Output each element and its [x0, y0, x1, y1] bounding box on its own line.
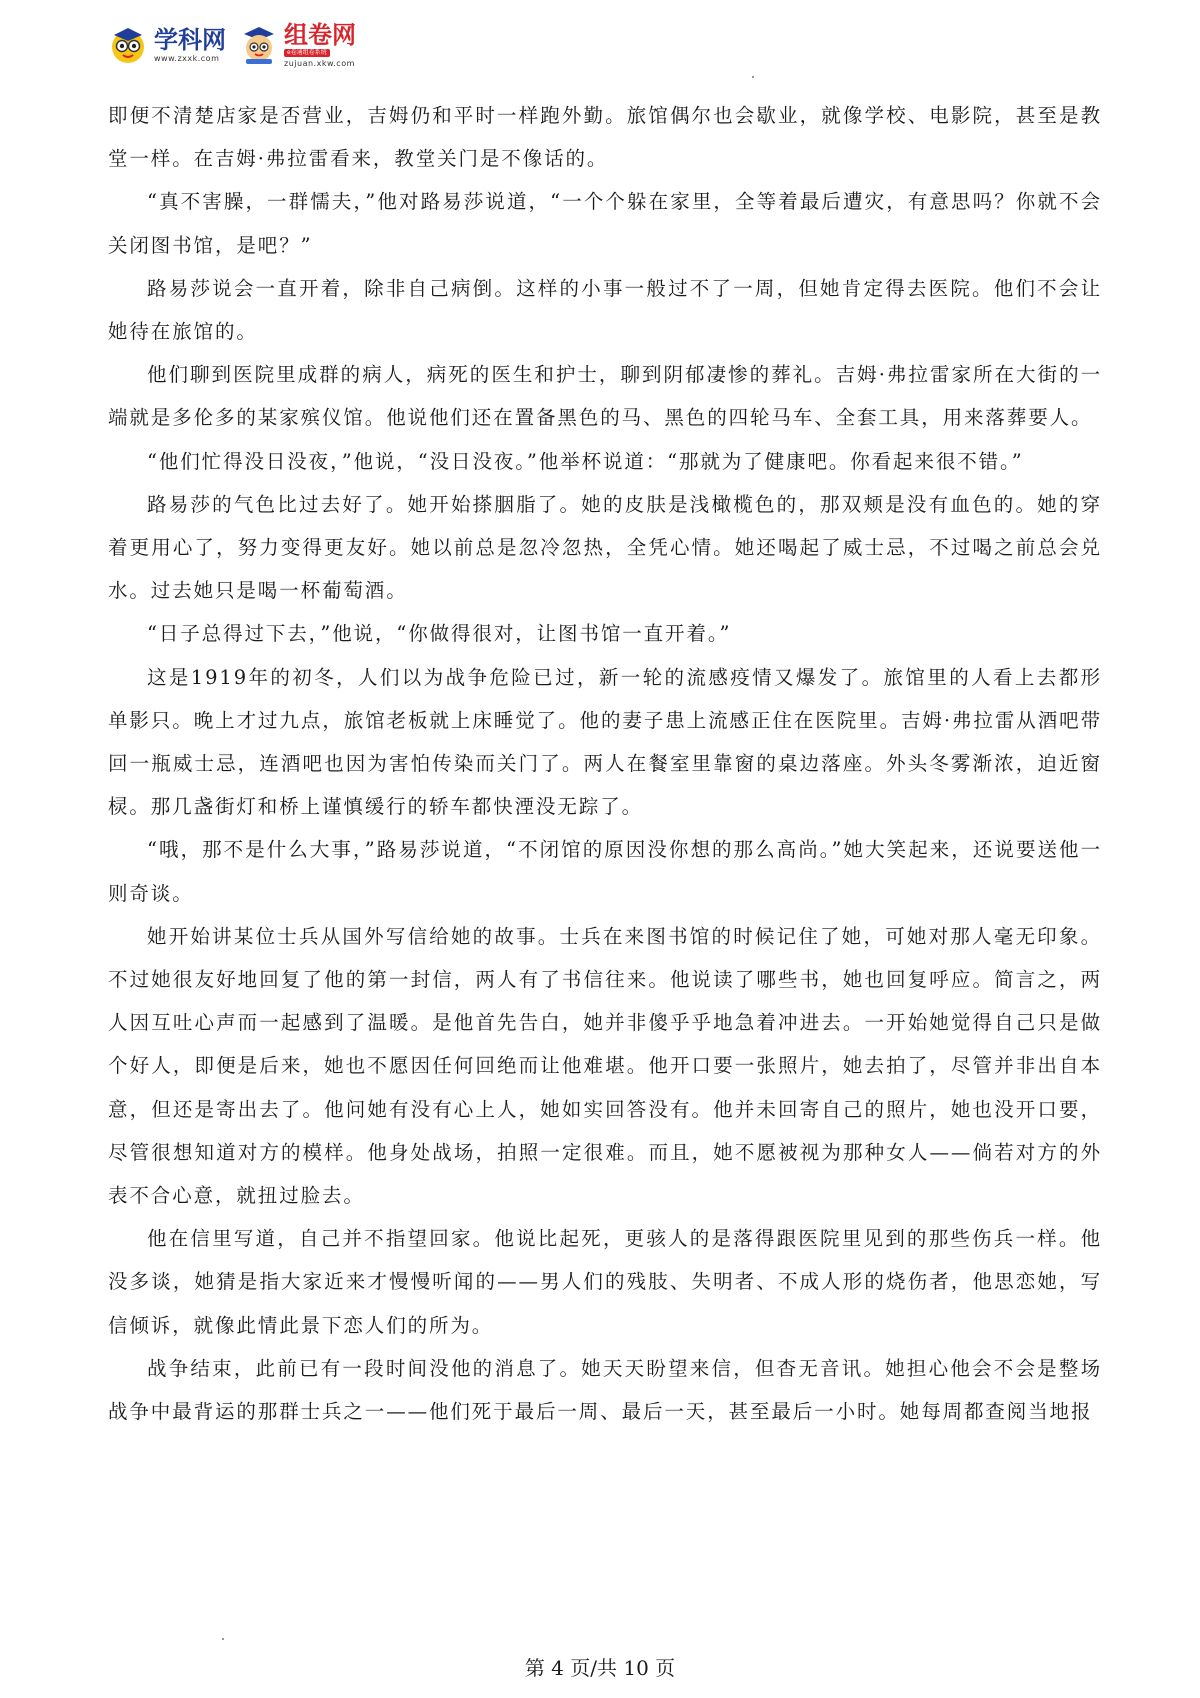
paragraph: “日子总得过下去，”他说，“你做得很对，让图书馆一直开着。” — [147, 622, 732, 646]
page-number: 第 4 页/共 10 页 — [524, 1656, 676, 1680]
paragraph: 他们聊到医院里成群的病人，病死的医生和护士，聊到阴郁凄惨的葬礼。吉姆·弗拉雷家所在大街的一端就是多伦多的某家殡仪馆。他说他们还在置备黑色的马、黑色的四轮马车、全套工具，用来落葬要人。 — [108, 363, 1102, 430]
logo-url: zujuan.xkw.com — [284, 58, 355, 68]
logo-subtitle: e卷通组卷系统 — [284, 49, 330, 57]
kid-mascot-icon — [240, 25, 278, 65]
paragraph: 路易莎说会一直开着，除非自己病倒。这样的小事一般过不了一周，但她肯定得去医院。他们不会让她待在旅馆的。 — [108, 276, 1102, 344]
paragraph: 路易莎的气色比过去好了。她开始搽胭脂了。她的皮肤是浅橄榄色的，那双颊是没有血色的。她的穿着更用心了，努力变得更友好。她以前总是忽冷忽热，全凭心情。她还喝起了威士忌，不过喝之前总会兑水。过去她只是喝一杯葡萄酒。 — [108, 492, 1102, 603]
article-body — [108, 94, 1102, 1433]
logo-name: 学科网 — [154, 25, 226, 54]
paragraph: 战争结束，此前已有一段时间没他的消息了。她天天盼望来信，但杳无音讯。她担心他会不会是整场战争中最背运的那群士兵之一——他们死于最后一周、最后一天，甚至最后一小时。她每周都查阅当地报 — [108, 1356, 1102, 1424]
paragraph: 这是1919年的初冬，人们以为战争危险已过，新一轮的流感疫情又爆发了。旅馆里的人看上去都形单影只。晚上才过九点，旅馆老板就上床睡觉了。他的妻子患上流感正住在医院里。吉姆·弗拉雷从酒吧带回一瓶威士忌，连酒吧也因为害怕传染而关门了。两人在餐室里靠窗的桌边落座。外头冬雾渐浓，迫近窗棂。那几盏街灯和桥上谨慎缓行的轿车都快湮没无踪了。 — [108, 665, 1102, 819]
paragraph: “他们忙得没日没夜，”他说，“没日没夜。”他举杯说道：“那就为了健康吧。你看起来很不错。” — [147, 449, 1024, 473]
paragraph: 她开始讲某位士兵从国外写信给她的故事。士兵在来图书馆的时候记住了她，可她对那人毫无印象。不过她很友好地回复了他的第一封信，两人有了书信往来。他说读了哪些书，她也回复呼应。简言之，两人因互吐心声而一起感到了温暖。是他首先告白，她并非傻乎乎地急着冲进去。一开始她觉得自己只是做个好人，即便是后来，她也不愿因任何回绝而让他难堪。他开口要一张照片，她去拍了，尽管并非出自本意，但还是寄出去了。他问她有没有心上人，她如实回答没有。他并未回寄自己的照片，她也没开口要，尽管很想知道对方的模样。他身处战场，拍照一定很难。而且，她不愿被视为那种女人——倘若对方的外表不合心意，就扭过脸去。 — [108, 924, 1102, 1208]
paragraph: “哦，那不是什么大事，”路易莎说道，“不闭馆的原因没你想的那么高尚。”她大笑起来，还说要送他一则奇谈。 — [108, 838, 1102, 905]
scan-speck — [752, 76, 754, 78]
zujuanwang-logo[interactable] — [240, 20, 356, 68]
paragraph: 即便不清楚店家是否营业，吉姆仍和平时一样跑外勤。旅馆偶尔也会歇业，就像学校、电影院，甚至是教堂一样。在吉姆·弗拉雷看来，教堂关门是不像话的。 — [108, 104, 1102, 171]
scan-speck — [222, 1638, 224, 1640]
paragraph: 他在信里写道，自己并不指望回家。他说比起死，更骇人的是落得跟医院里见到的那些伤兵一样。他没多谈，她猜是指大家近来才慢慢听闻的——男人们的残肢、失明者、不成人形的烧伤者，他思恋她，写信倾诉，就像此情此景下恋人们的所为。 — [108, 1227, 1102, 1337]
logo-url: www.zxxk.com — [154, 53, 220, 63]
page-header — [108, 20, 356, 70]
logo-name: 组卷网 — [284, 20, 356, 49]
xuekewang-logo[interactable] — [108, 25, 226, 65]
owl-mascot-icon — [108, 25, 148, 65]
paragraph: “真不害臊，一群懦夫，”他对路易莎说道，“一个个躲在家里，全等着最后遭灾，有意思吗？你就不会关闭图书馆，是吧？” — [108, 190, 1102, 257]
